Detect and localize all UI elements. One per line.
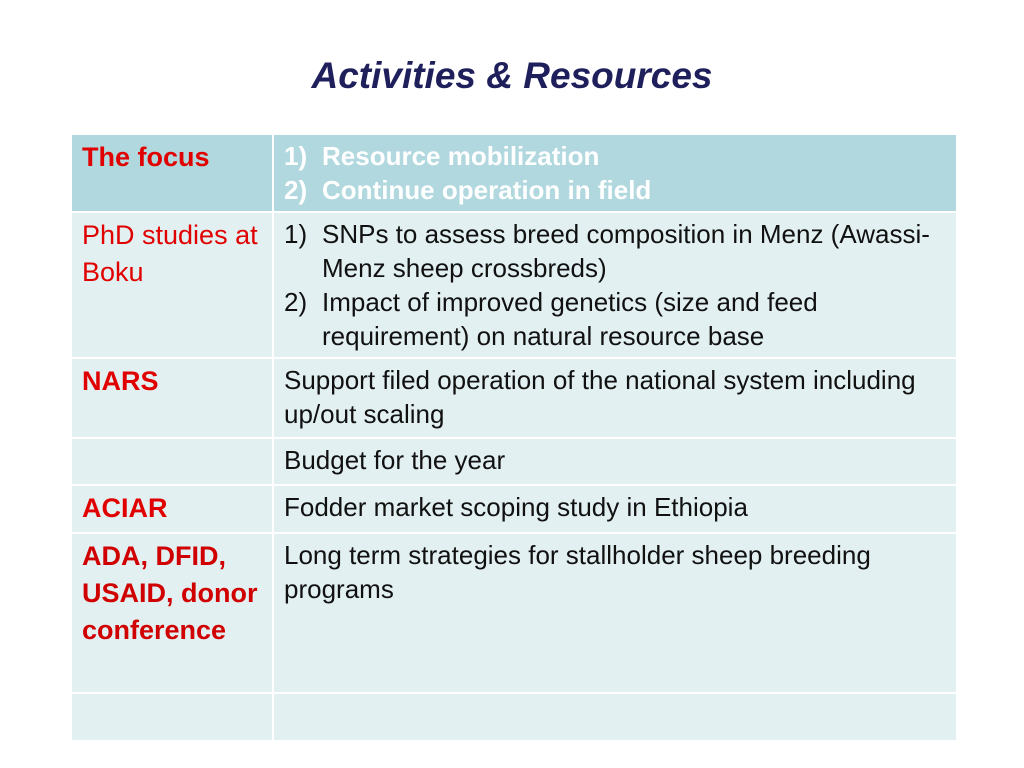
row-content-cell	[273, 438, 957, 485]
row-label-cell	[71, 533, 273, 693]
donor-label: ADA, DFID, USAID, donor conference	[82, 541, 258, 645]
phd-label: PhD studies at Boku	[82, 220, 258, 287]
nars-label: NARS	[82, 366, 159, 396]
row-label-cell	[71, 212, 273, 358]
nars-text: Support filed operation of the national system including up/out scaling	[284, 365, 916, 429]
budget-text: Budget for the year	[284, 445, 506, 475]
list-item: 1) Resource mobilization	[284, 141, 600, 171]
row-label-cell	[71, 485, 273, 533]
row-content-cell	[273, 693, 957, 741]
header-label-cell	[71, 134, 273, 212]
row-content-cell	[273, 533, 957, 693]
phd-list	[284, 217, 946, 353]
table-row	[71, 533, 957, 693]
activities-table	[70, 133, 958, 742]
focus-label: The focus	[82, 142, 210, 172]
row-label-cell	[71, 693, 273, 741]
table-row	[71, 212, 957, 358]
focus-list	[284, 139, 946, 207]
table-row	[71, 693, 957, 741]
list-item: 2) Continue operation in field	[284, 175, 652, 205]
header-content-cell	[273, 134, 957, 212]
table-row	[71, 485, 957, 533]
slide-title: Activities & Resources	[311, 55, 713, 96]
empty-label	[72, 439, 272, 443]
aciar-text: Fodder market scoping study in Ethiopia	[284, 492, 748, 522]
row-content-cell	[273, 358, 957, 438]
donor-text: Long term strategies for stallholder sheep breeding programs	[284, 540, 871, 604]
aciar-label: ACIAR	[82, 493, 168, 523]
row-content-cell	[273, 485, 957, 533]
table-row	[71, 358, 957, 438]
row-label-cell	[71, 358, 273, 438]
list-item: 2) Impact of improved genetics (size and feed requirement) on natural resource base	[284, 287, 818, 351]
row-content-cell	[273, 212, 957, 358]
table-row	[71, 438, 957, 485]
row-label-cell	[71, 438, 273, 485]
table-header-row	[71, 134, 957, 212]
list-item: 1) SNPs to assess breed composition in Menz (Awassi-Menz sheep crossbreds)	[284, 219, 930, 283]
